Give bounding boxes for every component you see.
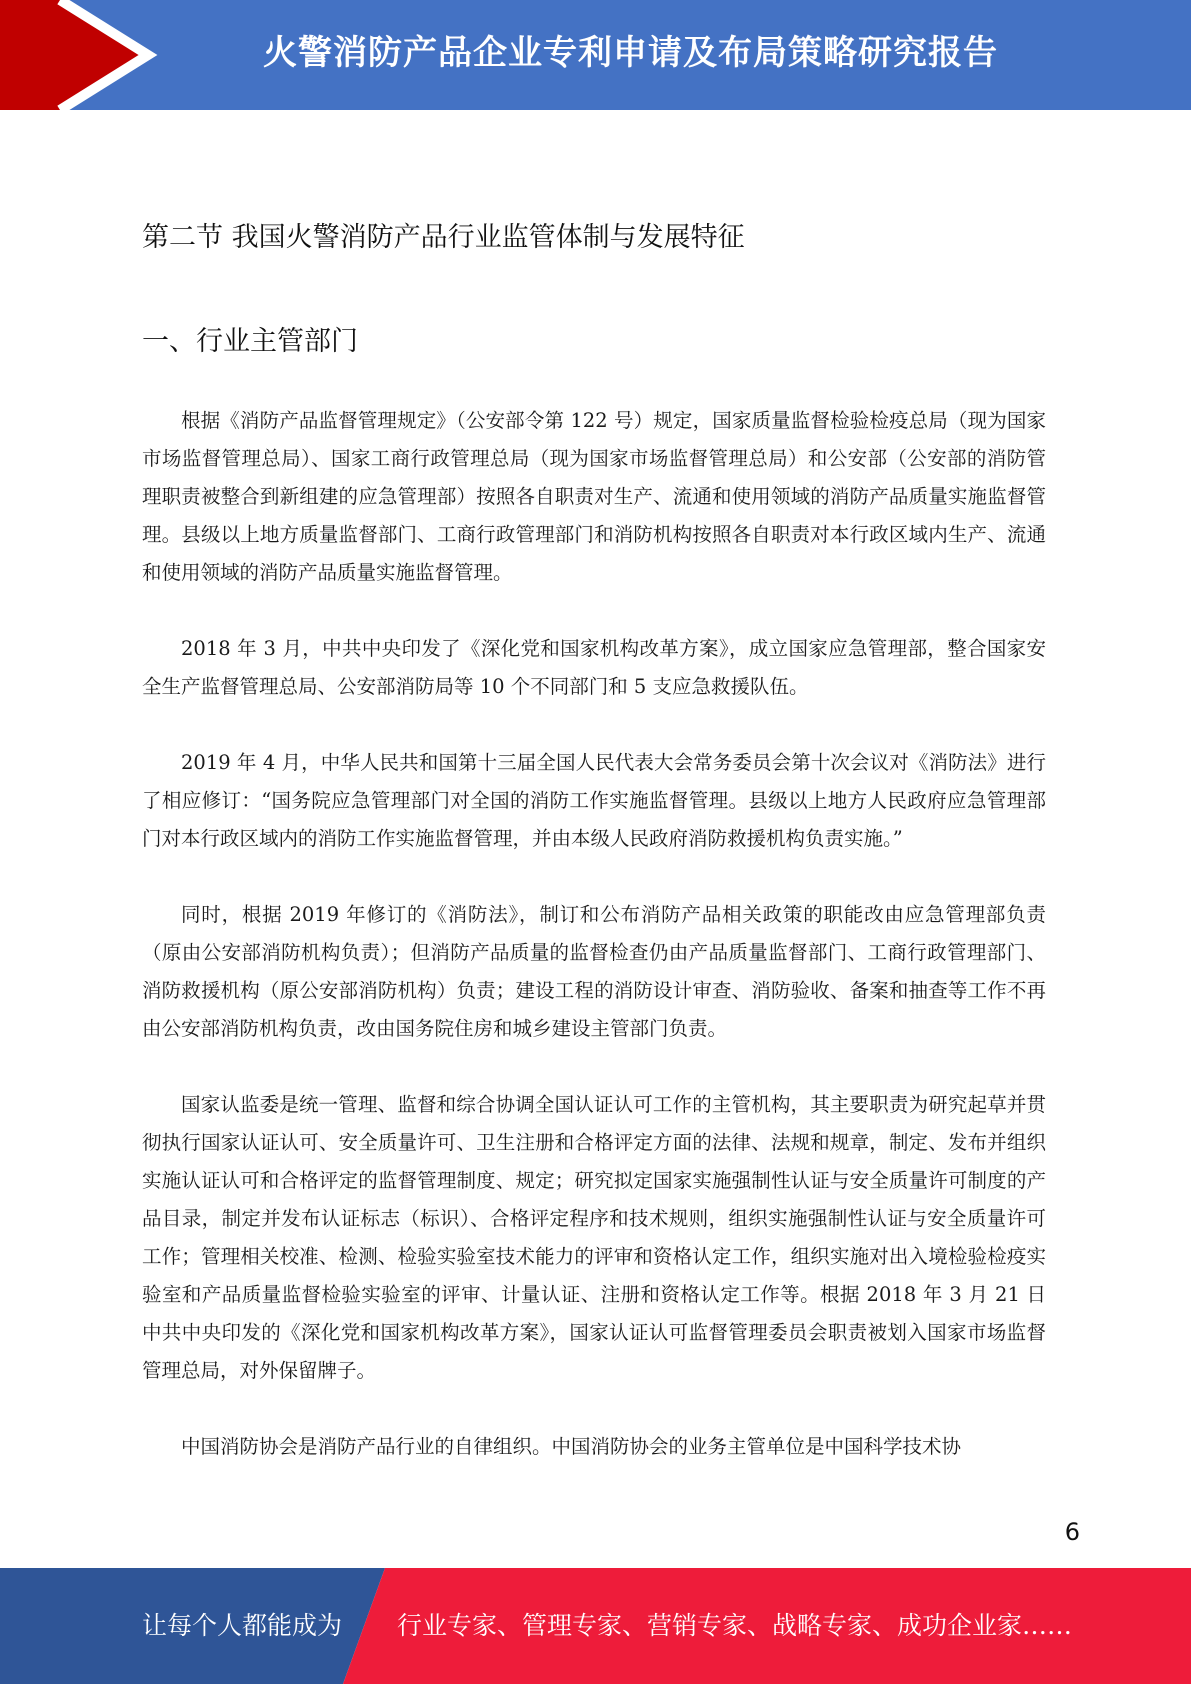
page-number: 6 — [1064, 1518, 1080, 1546]
page-footer — [0, 1568, 1191, 1684]
page-header — [0, 0, 1191, 110]
footer-slogan-left: 让每个人都能成为 — [142, 1611, 343, 1640]
paragraph: 同时，根据 2019 年修订的《消防法》，制订和公布消防产品相关政策的职能改由应急管理部负责（原由公安部消防机构负责）；但消防产品质量的监督检查仍由产品质量监督部门、工商行政管理部门、消防救援机构（原公安部消防机构）负责；建设工程的消防设计审查、消防验收、备案和抽查等工作不再由公安部消防机构负责，改由国务院住房和城乡建设主管部门负责。 — [142, 903, 1046, 1040]
footer-slogan-right: 行业专家、管理专家、营销专家、战略专家、成功企业家…… — [397, 1611, 1073, 1640]
header-red-chevron — [0, 0, 148, 110]
paragraph: 中国消防协会是消防产品行业的自律组织。中国消防协会的业务主管单位是中国科学技术协 — [181, 1435, 962, 1458]
paragraph: 根据《消防产品监督管理规定》（公安部令第 122 号）规定，国家质量监督检验检疫总局（现为国家市场监督管理总局）、国家工商行政管理总局（现为国家市场监督管理总局）和公安部（公安部的消防管理职责被整合到新组建的应急管理部）按照各自职责对生产、流通和使用领域的消防产品质量实施监督管理。县级以上地方质量监督部门、工商行政管理部门和消防机构按照各自职责对本行政区域内生产、流通和使用领域的消防产品质量实施监督管理。 — [142, 409, 1046, 584]
report-title: 火警消防产品企业专利申请及布局策略研究报告 — [263, 33, 998, 73]
paragraph: 2019 年 4 月，中华人民共和国第十三届全国人民代表大会常务委员会第十次会议对《消防法》进行了相应修订：“国务院应急管理部门对全国的消防工作实施监督管理。县级以上地方人民政府应急管理部门对本行政区域内的消防工作实施监督管理，并由本级人民政府消防救援机构负责实施。” — [142, 751, 1046, 850]
page-content — [142, 210, 1046, 1504]
section-title: 第二节 我国火警消防产品行业监管体制与发展特征 — [142, 222, 745, 253]
paragraph: 2018 年 3 月，中共中央印发了《深化党和国家机构改革方案》，成立国家应急管理部，整合国家安全生产监督管理总局、公安部消防局等 10 个不同部门和 5 支应急救援队伍。 — [142, 637, 1046, 698]
paragraph: 国家认监委是统一管理、监督和综合协调全国认证认可工作的主管机构，其主要职责为研究起草并贯彻执行国家认证认可、安全质量许可、卫生注册和合格评定方面的法律、法规和规章，制定、发布并组织实施认证认可和合格评定的监督管理制度、规定；研究拟定国家实施强制性认证与安全质量许可制度的产品目录，制定并发布认证标志（标识）、合格评定程序和技术规则，组织实施强制性认证与安全质量许可工作；管理相关校准、检测、检验实验室技术能力的评审和资格认定工作，组织实施对出入境检验检疫实验室和产品质量监督检验实验室的评审、计量认证、注册和资格认定工作等。根据 2018 年 3 月 21 日中共中央印发的《深化党和国家机构改革方案》，国家认证认可监督管理委员会职责被划入国家市场监督管理总局，对外保留牌子。 — [142, 1093, 1046, 1382]
subsection-title: 一、行业主管部门 — [142, 326, 358, 357]
